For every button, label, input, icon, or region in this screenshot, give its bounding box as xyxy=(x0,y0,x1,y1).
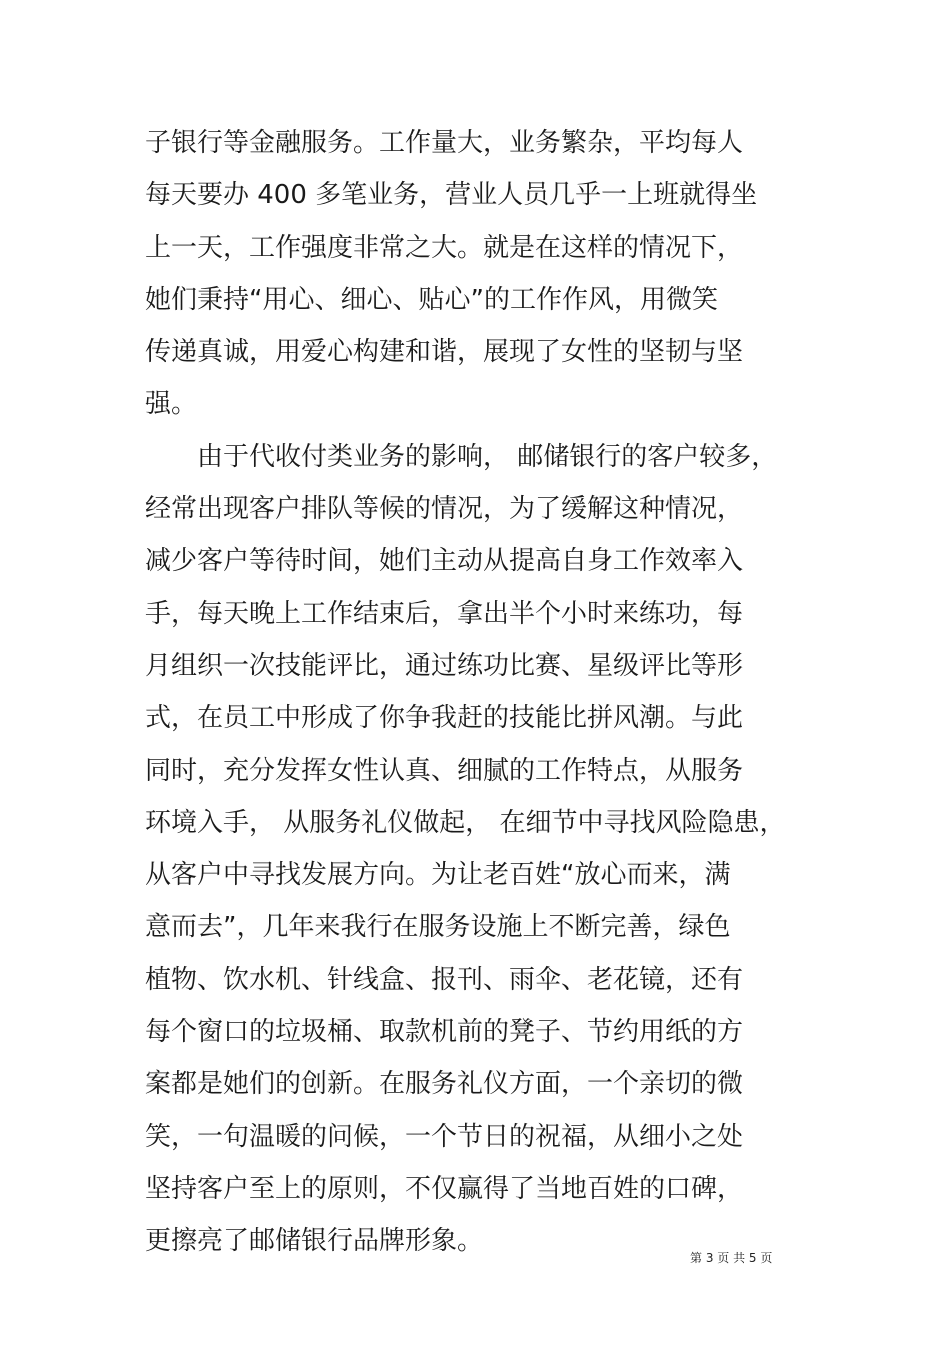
text-line: 上一天，工作强度非常之大。就是在这样的情况下， xyxy=(145,232,744,263)
text-line: 她们秉持“用心、细心、贴心”的工作作风，用微笑 xyxy=(145,284,718,315)
text-line: 从客户中寻找发展方向。为让老百姓“放心而来，满 xyxy=(145,860,731,891)
text-line: 强。 xyxy=(145,389,198,420)
text-line: 同时，充分发挥女性认真、细腻的工作特点，从服务 xyxy=(145,755,744,786)
text-line: 坚持客户至上的原则，不仅赢得了当地百姓的口碑， xyxy=(145,1173,744,1204)
text-line: 减少客户等待时间，她们主动从提高自身工作效率入 xyxy=(145,546,744,577)
text-line: 每天要办 400 多笔业务，营业人员几乎一上班就得坐 xyxy=(145,180,758,211)
text-line: 意而去”，几年来我行在服务设施上不断完善，绿色 xyxy=(145,912,731,943)
text-line: 子银行等金融服务。工作量大，业务繁杂，平均每人 xyxy=(145,128,744,158)
text-line: 案都是她们的创新。在服务礼仪方面，一个亲切的微 xyxy=(145,1069,744,1100)
text-line: 植物、饮水机、针线盒、报刊、雨伞、老花镜，还有 xyxy=(145,964,744,995)
text-line: 更擦亮了邮储银行品牌形象。 xyxy=(145,1226,484,1257)
text-line: 式，在员工中形成了你争我赶的技能比拼风潮。与此 xyxy=(145,703,744,734)
text-line: 每个窗口的垃圾桶、取款机前的凳子、节约用纸的方 xyxy=(145,1017,744,1048)
text-line: 经常出现客户排队等候的情况，为了缓解这种情况， xyxy=(145,494,744,525)
text-line: 由于代收付类业务的影响， 邮储银行的客户较多， xyxy=(145,441,778,472)
text-line: 月组织一次技能评比，通过练功比赛、星级评比等形 xyxy=(145,650,744,681)
text-line: 手，每天晚上工作结束后，拿出半个小时来练功，每 xyxy=(145,598,744,629)
text-line: 传递真诚，用爱心构建和谐，展现了女性的坚韧与坚 xyxy=(145,337,744,368)
body-text xyxy=(145,117,805,1268)
text-line: 笑，一句温暖的问候，一个节日的祝福，从细小之处 xyxy=(145,1121,744,1152)
page-number: 第 3 页 共 5 页 xyxy=(690,1251,773,1265)
text-line: 环境入手， 从服务礼仪做起， 在细节中寻找风险隐患， xyxy=(145,807,786,838)
